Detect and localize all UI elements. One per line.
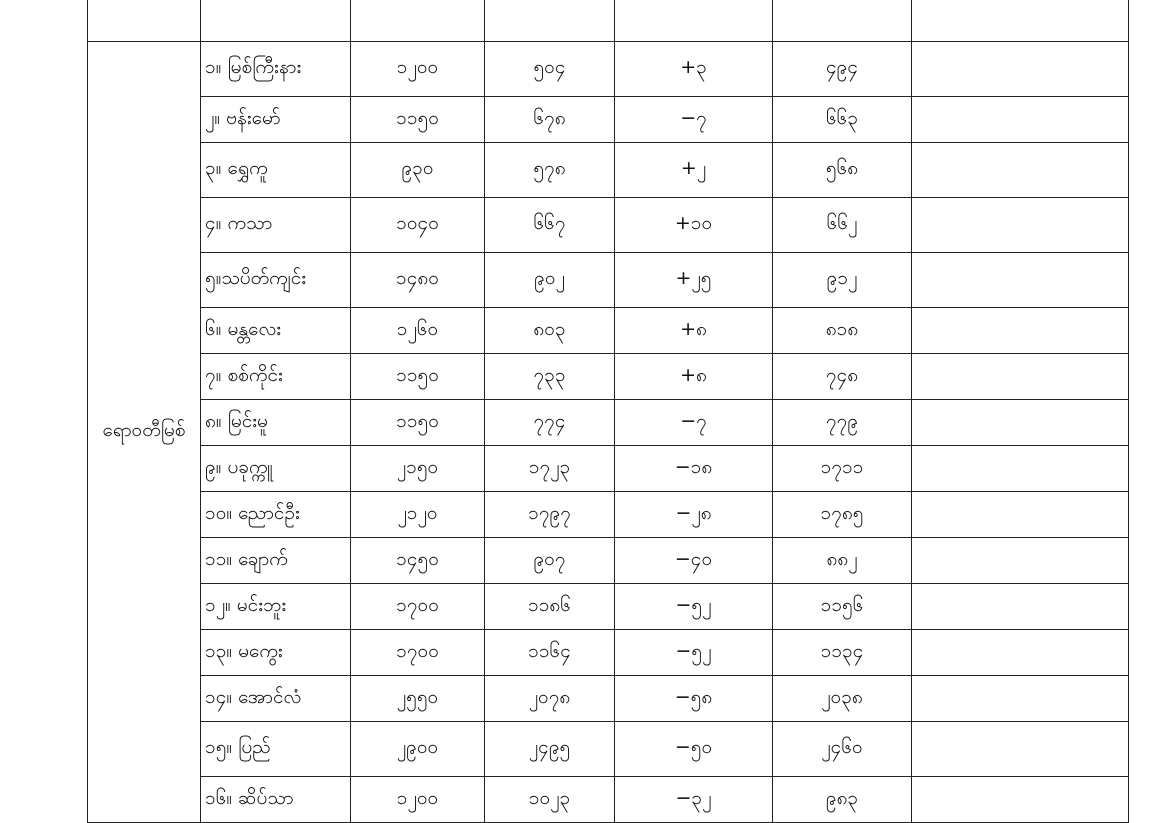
value-cell: ၉၀၂: [485, 253, 615, 308]
header-cell: [201, 0, 351, 42]
township-cell: ၉။ ပခုက္ကူ: [201, 446, 351, 492]
value-cell: ၂၄၉၅: [485, 722, 615, 777]
value-cell: ၂၀၃၈: [773, 676, 912, 722]
region-label: ရောဝတီမြစ်: [88, 42, 201, 823]
table-row: [88, 584, 1129, 630]
remarks-cell: [912, 253, 1129, 308]
remarks-cell: [912, 722, 1129, 777]
value-cell: ၁၄၈၀: [351, 253, 485, 308]
header-cell: [88, 0, 201, 42]
remarks-cell: [912, 538, 1129, 584]
change-cell: −၅၂: [615, 630, 773, 676]
value-cell: ၁၄၅၀: [351, 538, 485, 584]
township-cell: ၁၃။ မကွေး: [201, 630, 351, 676]
value-cell: ၁၁၅၀: [351, 354, 485, 400]
value-cell: ၁၁၅၀: [351, 97, 485, 143]
remarks-cell: [912, 492, 1129, 538]
township-cell: ၄။ ကသာ: [201, 198, 351, 253]
value-cell: ၄၉၄: [773, 42, 912, 97]
table-row: [88, 308, 1129, 354]
value-cell: ၁၁၈၆: [485, 584, 615, 630]
value-cell: ၂၀၇၈: [485, 676, 615, 722]
table-row: [88, 492, 1129, 538]
remarks-cell: [912, 97, 1129, 143]
change-cell: −၅၈: [615, 676, 773, 722]
change-cell: −၄၀: [615, 538, 773, 584]
value-cell: ၈၈၂: [773, 538, 912, 584]
change-cell: +၂: [615, 143, 773, 198]
township-cell: ၁၅။ ပြည်: [201, 722, 351, 777]
change-cell: +၁၀: [615, 198, 773, 253]
header-cell: [351, 0, 485, 42]
value-cell: ၁၇၂၃: [485, 446, 615, 492]
value-cell: ၁၁၅၀: [351, 400, 485, 446]
change-cell: −၂၈: [615, 492, 773, 538]
value-cell: ၇၃၃: [485, 354, 615, 400]
value-cell: ၅၀၄: [485, 42, 615, 97]
header-cell: [485, 0, 615, 42]
table-row: [88, 253, 1129, 308]
township-cell: ၇။ စစ်ကိုင်း: [201, 354, 351, 400]
table-row: [88, 446, 1129, 492]
remarks-cell: [912, 630, 1129, 676]
township-cell: ၁၀။ ညောင်ဦး: [201, 492, 351, 538]
change-cell: +၈: [615, 308, 773, 354]
value-cell: ၁၀၂၃: [485, 777, 615, 823]
table-header-row: [88, 0, 1129, 42]
remarks-cell: [912, 446, 1129, 492]
value-cell: ၁၇၁၁: [773, 446, 912, 492]
change-cell: −၅၀: [615, 722, 773, 777]
township-cell: ၁၁။ ချောက်: [201, 538, 351, 584]
value-cell: ၁၇၈၅: [773, 492, 912, 538]
township-cell: ၃။ ရွှေကူ: [201, 143, 351, 198]
value-cell: ၇၇၉: [773, 400, 912, 446]
value-cell: ၁၂၆၀: [351, 308, 485, 354]
township-cell: ၁၄။ အောင်လံ: [201, 676, 351, 722]
change-cell: −၅၂: [615, 584, 773, 630]
value-cell: ၅၇၈: [485, 143, 615, 198]
header-cell: [773, 0, 912, 42]
value-cell: ၁၁၆၄: [485, 630, 615, 676]
township-cell: ၅။သပိတ်ကျင်း: [201, 253, 351, 308]
value-cell: ၁၂၀၀: [351, 42, 485, 97]
remarks-cell: [912, 400, 1129, 446]
table-row: [88, 354, 1129, 400]
remarks-cell: [912, 354, 1129, 400]
table-row: [88, 143, 1129, 198]
value-cell: ၉၃၀: [351, 143, 485, 198]
value-cell: ၉၈၃: [773, 777, 912, 823]
table-row: [88, 400, 1129, 446]
value-cell: ၁၀၄၀: [351, 198, 485, 253]
water-level-table: [87, 0, 1129, 823]
value-cell: ၉၁၂: [773, 253, 912, 308]
township-cell: ၆။ မန္တလေး: [201, 308, 351, 354]
township-cell: ၁၆။ ဆိပ်သာ: [201, 777, 351, 823]
table-row: [88, 42, 1129, 97]
value-cell: ၆၆၇: [485, 198, 615, 253]
value-cell: ၆၆၃: [773, 97, 912, 143]
remarks-cell: [912, 42, 1129, 97]
value-cell: ၂၅၅၀: [351, 676, 485, 722]
value-cell: ၆၆၂: [773, 198, 912, 253]
table-row: [88, 630, 1129, 676]
table-row: [88, 538, 1129, 584]
township-cell: ၁၂။ မင်းဘူး: [201, 584, 351, 630]
value-cell: ၁၇၀၀: [351, 584, 485, 630]
value-cell: ၂၄၆၀: [773, 722, 912, 777]
value-cell: ၂၁၂၀: [351, 492, 485, 538]
value-cell: ၆၇၈: [485, 97, 615, 143]
remarks-cell: [912, 143, 1129, 198]
change-cell: +၂၅: [615, 253, 773, 308]
table-row: [88, 97, 1129, 143]
header-cell: [615, 0, 773, 42]
value-cell: ၈၁၈: [773, 308, 912, 354]
remarks-cell: [912, 584, 1129, 630]
value-cell: ၇၄၈: [773, 354, 912, 400]
remarks-cell: [912, 308, 1129, 354]
township-cell: ၂။ ဗန်းမော်: [201, 97, 351, 143]
table-row: [88, 676, 1129, 722]
change-cell: −၁၈: [615, 446, 773, 492]
value-cell: ၁၁၃၄: [773, 630, 912, 676]
change-cell: −၇: [615, 97, 773, 143]
value-cell: ၅၆၈: [773, 143, 912, 198]
change-cell: +၃: [615, 42, 773, 97]
change-cell: +၈: [615, 354, 773, 400]
change-cell: −၇: [615, 400, 773, 446]
header-cell: [912, 0, 1129, 42]
value-cell: ၁၇၀၀: [351, 630, 485, 676]
value-cell: ၂၁၅၀: [351, 446, 485, 492]
value-cell: ၂၉၀၀: [351, 722, 485, 777]
remarks-cell: [912, 198, 1129, 253]
value-cell: ၈၀၃: [485, 308, 615, 354]
value-cell: ၁၇၉၇: [485, 492, 615, 538]
change-cell: −၃၂: [615, 777, 773, 823]
remarks-cell: [912, 676, 1129, 722]
table-row: [88, 722, 1129, 777]
value-cell: ၁၁၅၆: [773, 584, 912, 630]
value-cell: ၇၇၄: [485, 400, 615, 446]
table-row: [88, 198, 1129, 253]
township-cell: ၁။ မြစ်ကြီးနား: [201, 42, 351, 97]
value-cell: ၁၂၀၀: [351, 777, 485, 823]
value-cell: ၉၀၇: [485, 538, 615, 584]
township-cell: ၈။ မြင်းမူ: [201, 400, 351, 446]
